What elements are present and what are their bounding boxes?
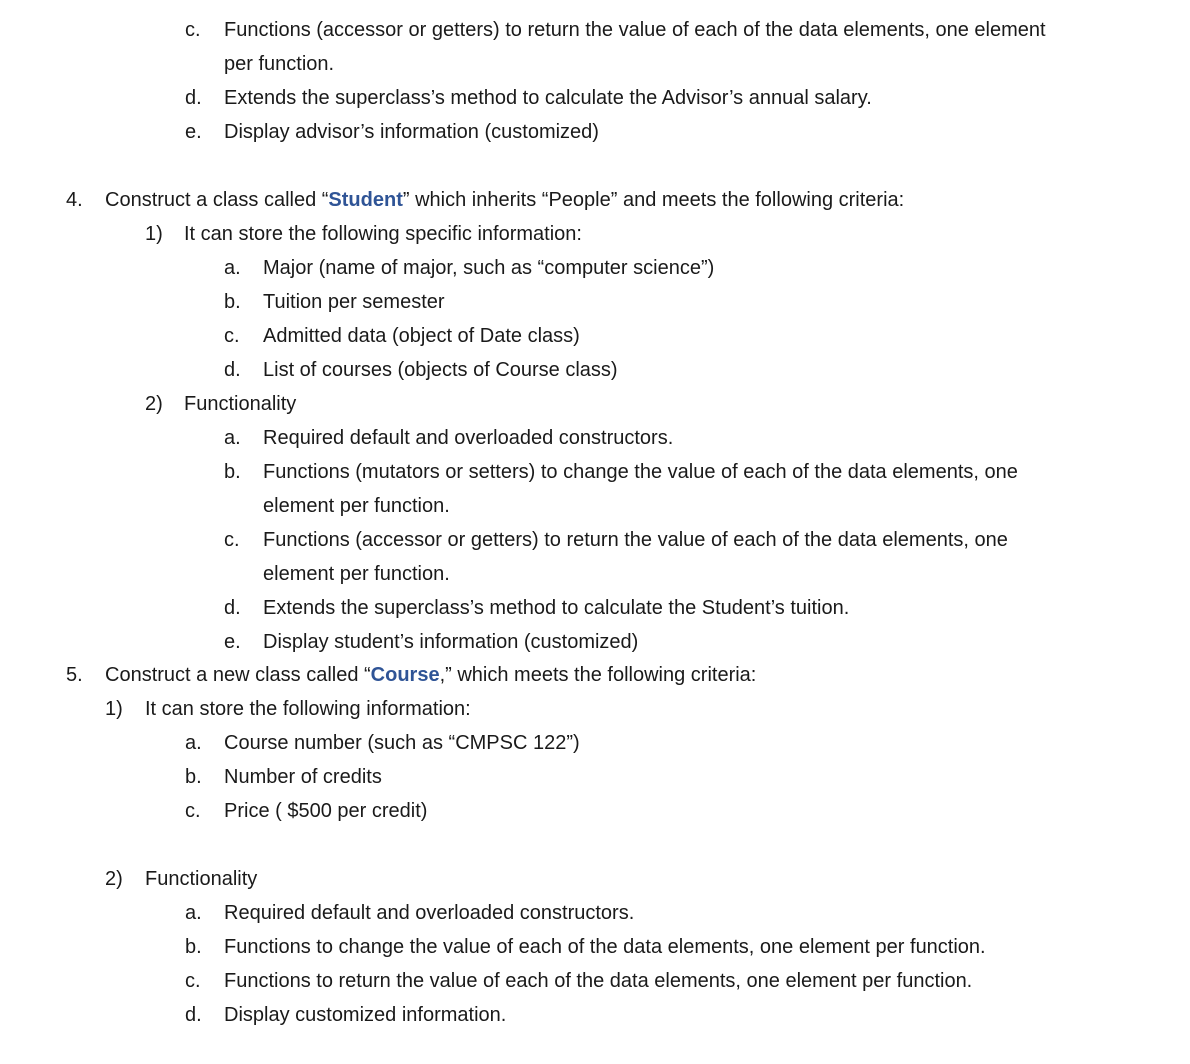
list-marker: 1)	[145, 223, 163, 245]
list-item-text: Display customized information.	[224, 1004, 507, 1026]
list-marker: a.	[224, 257, 241, 279]
list-marker: 2)	[105, 868, 123, 890]
list-marker: b.	[185, 936, 202, 958]
list-item-text: element per function.	[263, 563, 450, 585]
list-item-text: Price ( $500 per credit)	[224, 800, 428, 822]
subheading-text: It can store the following specific information:	[184, 223, 582, 245]
list-marker: d.	[224, 359, 241, 381]
section-heading-text: Construct a new class called “Course,” which meets the following criteria:	[105, 664, 757, 686]
list-marker: a.	[224, 427, 241, 449]
list-item-text: Number of credits	[224, 766, 382, 788]
subheading-text: It can store the following information:	[145, 698, 471, 720]
list-item-text: element per function.	[263, 495, 450, 517]
list-item-text: Required default and overloaded constructors.	[263, 427, 674, 449]
list-marker: b.	[185, 766, 202, 788]
list-marker: b.	[224, 461, 241, 483]
class-name-course: Course	[370, 664, 440, 686]
list-marker: a.	[185, 902, 202, 924]
list-marker: d.	[224, 597, 241, 619]
list-item-text: Major (name of major, such as “computer science”)	[263, 257, 715, 279]
list-marker: d.	[185, 87, 202, 109]
list-item-text: Display student’s information (customized)	[263, 631, 639, 653]
list-item-text: Extends the superclass’s method to calculate the Advisor’s annual salary.	[224, 87, 872, 109]
list-marker: a.	[185, 732, 202, 754]
list-marker: c.	[224, 325, 240, 347]
list-item-text: Functions (mutators or setters) to change the value of each of the data elements, one	[263, 461, 1018, 483]
list-marker: c.	[185, 19, 201, 41]
list-marker: d.	[185, 1004, 202, 1026]
list-marker: c.	[185, 800, 201, 822]
section-heading-text: Construct a class called “Student” which inherits “People” and meets the following criteria:	[105, 189, 905, 211]
list-item-text: per function.	[224, 53, 335, 75]
list-item-text: Course number (such as “CMPSC 122”)	[224, 732, 580, 754]
list-item-text: Functions to change the value of each of the data elements, one element per function.	[224, 936, 986, 958]
section-number: 5.	[66, 664, 83, 686]
subheading-text: Functionality	[145, 868, 258, 890]
list-marker: c.	[224, 529, 240, 551]
list-marker: b.	[224, 291, 241, 313]
subheading-text: Functionality	[184, 393, 297, 415]
section-number: 4.	[66, 189, 83, 211]
list-marker: 1)	[105, 698, 123, 720]
list-item-text: List of courses (objects of Course class)	[263, 359, 618, 381]
list-item-text: Functions to return the value of each of the data elements, one element per function.	[224, 970, 973, 992]
list-item-text: Functions (accessor or getters) to return the value of each of the data elements, one	[263, 529, 1008, 551]
list-marker: e.	[185, 121, 202, 143]
list-item-text: Tuition per semester	[263, 291, 445, 313]
list-marker: e.	[224, 631, 241, 653]
list-marker: 2)	[145, 393, 163, 415]
class-name-student: Student	[328, 189, 403, 211]
list-item-text: Required default and overloaded constructors.	[224, 902, 635, 924]
list-item-text: Functions (accessor or getters) to return the value of each of the data elements, one element	[224, 19, 1046, 41]
list-item-text: Display advisor’s information (customized)	[224, 121, 599, 143]
list-marker: c.	[185, 970, 201, 992]
list-item-text: Admitted data (object of Date class)	[263, 325, 580, 347]
list-item-text: Extends the superclass’s method to calculate the Student’s tuition.	[263, 597, 850, 619]
